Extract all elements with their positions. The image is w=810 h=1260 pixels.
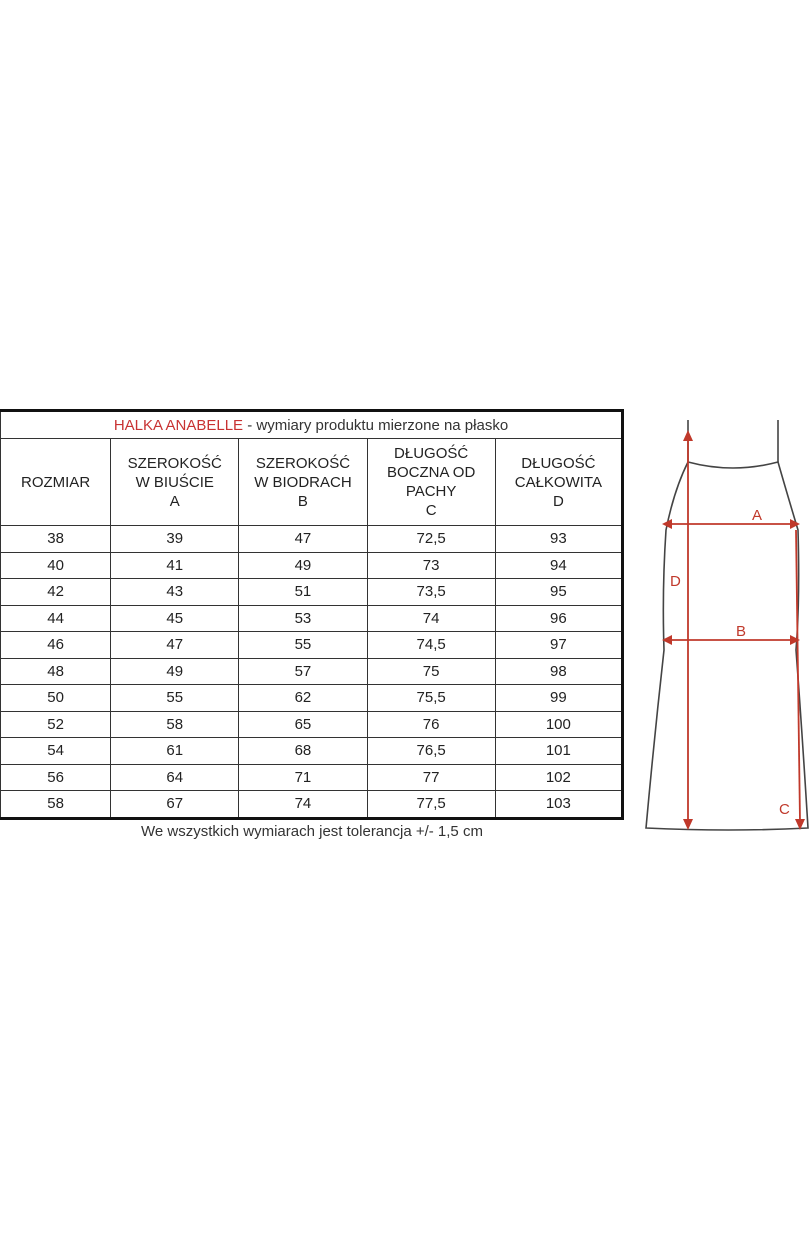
measurement-cell: 75,5 <box>367 685 495 712</box>
table-row <box>1 605 623 632</box>
table-body <box>1 526 623 819</box>
measurement-cell: 61 <box>111 738 239 765</box>
column-header-line: ROZMIAR <box>20 473 91 491</box>
measurement-cell: 96 <box>495 605 622 632</box>
column-header-line: DŁUGOŚĆ <box>521 454 596 472</box>
measurement-cell: 74 <box>239 791 367 819</box>
header-row <box>1 439 623 526</box>
measurement-cell: 62 <box>239 685 367 712</box>
measurement-cell: 51 <box>239 579 367 606</box>
label-d: D <box>670 573 681 590</box>
measurement-cell: 99 <box>495 685 622 712</box>
column-header <box>111 439 239 526</box>
title-description: - wymiary produktu mierzone na płasko <box>243 416 509 434</box>
measurement-cell: 95 <box>495 579 622 606</box>
size-cell: 40 <box>1 552 111 579</box>
measurement-cell: 55 <box>239 632 367 659</box>
column-header-line: B <box>297 492 308 510</box>
table-row <box>1 658 623 685</box>
measurement-cell: 67 <box>111 791 239 819</box>
arrow-d <box>683 430 693 830</box>
size-table <box>0 409 624 820</box>
measurement-cell: 68 <box>239 738 367 765</box>
measurement-cell: 47 <box>111 632 239 659</box>
size-cell: 52 <box>1 711 111 738</box>
measurement-cell: 39 <box>111 526 239 553</box>
label-b: B <box>736 623 747 640</box>
column-header-line: CAŁKOWITA <box>514 473 602 491</box>
measurement-cell: 97 <box>495 632 622 659</box>
size-chart <box>0 409 624 840</box>
column-header <box>495 439 622 526</box>
measurement-cell: 49 <box>239 552 367 579</box>
column-header-line: A <box>169 492 180 510</box>
label-a: A <box>752 507 763 524</box>
measurement-cell: 41 <box>111 552 239 579</box>
table-row <box>1 764 623 791</box>
product-name: HALKA ANABELLE <box>113 416 244 434</box>
measurement-cell: 58 <box>111 711 239 738</box>
table-row <box>1 632 623 659</box>
size-cell: 56 <box>1 764 111 791</box>
measurement-cell: 55 <box>111 685 239 712</box>
measurement-cell: 76 <box>367 711 495 738</box>
measurement-cell: 77 <box>367 764 495 791</box>
table-row <box>1 685 623 712</box>
measurement-cell: 74 <box>367 605 495 632</box>
measurement-cell: 103 <box>495 791 622 819</box>
column-header-line: DŁUGOŚĆ <box>394 445 469 462</box>
size-cell: 54 <box>1 738 111 765</box>
arrow-b <box>662 635 800 645</box>
column-header-line: D <box>552 492 564 510</box>
table-row <box>1 526 623 553</box>
column-header-line: PACHY <box>405 483 457 500</box>
slip-diagram <box>640 410 810 840</box>
measurement-cell: 73 <box>367 552 495 579</box>
measurement-cell: 100 <box>495 711 622 738</box>
measurement-cell: 76,5 <box>367 738 495 765</box>
measurement-cell: 94 <box>495 552 622 579</box>
column-header <box>1 439 111 526</box>
arrow-c <box>795 530 805 830</box>
measurement-cell: 47 <box>239 526 367 553</box>
tolerance-note: We wszystkich wymiarach jest tolerancja +/- 1,5 cm <box>141 822 483 840</box>
measurement-cell: 53 <box>239 605 367 632</box>
column-header-line: SZEROKOŚĆ <box>255 454 351 472</box>
size-cell: 58 <box>1 791 111 819</box>
measurement-cell: 75 <box>367 658 495 685</box>
size-cell: 38 <box>1 526 111 553</box>
table-row <box>1 738 623 765</box>
column-header <box>367 439 495 526</box>
measurement-cell: 77,5 <box>367 791 495 819</box>
column-header-line: W BIODRACH <box>254 473 352 491</box>
table-title <box>1 411 623 439</box>
column-header-line: SZEROKOŚĆ <box>127 454 222 472</box>
table-row <box>1 552 623 579</box>
size-cell: 48 <box>1 658 111 685</box>
measurement-cell: 98 <box>495 658 622 685</box>
measurement-cell: 49 <box>111 658 239 685</box>
size-cell: 42 <box>1 579 111 606</box>
measurement-cell: 101 <box>495 738 622 765</box>
measurement-cell: 72,5 <box>367 526 495 553</box>
size-cell: 50 <box>1 685 111 712</box>
column-header-line: C <box>425 502 437 519</box>
table-row <box>1 711 623 738</box>
measurement-cell: 71 <box>239 764 367 791</box>
size-cell: 44 <box>1 605 111 632</box>
measurement-cell: 43 <box>111 579 239 606</box>
size-cell: 46 <box>1 632 111 659</box>
slip-outline <box>646 462 808 830</box>
arrow-a <box>662 519 800 529</box>
measurement-cell: 57 <box>239 658 367 685</box>
measurement-cell: 65 <box>239 711 367 738</box>
measurement-cell: 102 <box>495 764 622 791</box>
measurement-cell: 64 <box>111 764 239 791</box>
measurement-cell: 93 <box>495 526 622 553</box>
label-c: C <box>779 801 790 818</box>
table-row <box>1 579 623 606</box>
column-header-line: BOCZNA OD <box>386 464 476 481</box>
measurement-cell: 74,5 <box>367 632 495 659</box>
table-row <box>1 791 623 819</box>
column-header-line: W BIUŚCIE <box>135 473 214 491</box>
measurement-cell: 73,5 <box>367 579 495 606</box>
column-header <box>239 439 367 526</box>
measurement-cell: 45 <box>111 605 239 632</box>
